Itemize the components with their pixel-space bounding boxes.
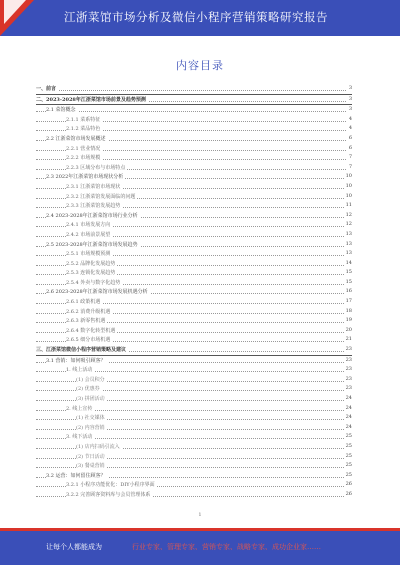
toc-entry[interactable]	[36, 307, 352, 317]
toc-entry-page: 12	[345, 211, 352, 218]
toc-entry-page: 13	[345, 250, 352, 257]
toc-entry-label: (2) 节日活动	[76, 453, 105, 460]
toc-entry[interactable]	[36, 297, 352, 307]
toc-entry-page: 7	[348, 163, 352, 170]
toc-entry-label: 2.2.2 市场规模	[66, 155, 101, 162]
toc-entry[interactable]	[36, 134, 352, 144]
toc-entry-label: 2.1.2 菜品特色	[66, 126, 101, 133]
toc-entry-page: 11	[345, 202, 352, 209]
table-of-contents	[36, 84, 352, 500]
toc-entry-label: (1) 店内扫码引流入	[76, 443, 120, 450]
toc-entry-page: 7	[348, 154, 352, 161]
toc-entry[interactable]	[36, 105, 352, 115]
toc-entry-label: 2.2 江浙菜馆市场发展概述	[46, 135, 106, 142]
toc-entry[interactable]	[36, 326, 352, 336]
toc-heading: 内容目录	[176, 59, 224, 72]
toc-entry-label: 2.4 2023-2028年江浙菜馆市场行业分析	[46, 212, 138, 219]
toc-entry-label: (1) 会员积分	[76, 376, 105, 383]
toc-entry-page: 23	[345, 385, 352, 392]
toc-entry[interactable]	[36, 240, 352, 250]
toc-entry[interactable]	[36, 413, 352, 423]
toc-entry-page: 18	[345, 307, 352, 314]
toc-entry-page: 25	[345, 462, 352, 469]
toc-entry-label: 3.2.1 小程序功能优化：DIY小程序界面	[66, 482, 155, 489]
toc-entry[interactable]	[36, 432, 352, 442]
toc-entry[interactable]	[36, 461, 352, 471]
toc-entry-page: 25	[345, 452, 352, 459]
toc-entry-label: (3) 拼团活动	[76, 396, 105, 402]
toc-entry-page: 13	[345, 230, 352, 237]
toc-entry[interactable]	[36, 115, 352, 125]
toc-entry-label: 2.3.3 江浙菜馆发展趋势	[66, 203, 121, 210]
toc-entry[interactable]	[36, 471, 352, 481]
toc-entry[interactable]	[36, 192, 352, 202]
toc-entry-page: 24	[345, 423, 352, 430]
toc-entry[interactable]	[36, 335, 352, 345]
toc-entry[interactable]	[36, 124, 352, 134]
toc-entry-page: 3	[348, 85, 352, 91]
toc-entry-page: 6	[348, 144, 352, 151]
toc-entry-label: 2.5.2 品牌化发展趋势	[66, 260, 116, 267]
footer-red-bar	[0, 528, 400, 531]
toc-entry-page: 24	[345, 414, 352, 421]
toc-entry-label: 2.1.1 菜系特征	[66, 116, 101, 123]
toc-entry-label: 2.6.3 新零售机遇	[66, 318, 106, 325]
page-footer	[0, 528, 400, 565]
toc-entry[interactable]	[36, 287, 352, 297]
toc-entry[interactable]	[36, 84, 352, 95]
toc-entry[interactable]	[36, 230, 352, 240]
toc-entry[interactable]	[36, 278, 352, 288]
toc-entry[interactable]	[36, 423, 352, 433]
toc-entry[interactable]	[36, 95, 352, 106]
toc-entry-page: 12	[345, 221, 352, 228]
toc-entry-page: 13	[345, 240, 352, 247]
toc-entry[interactable]	[36, 259, 352, 269]
toc-entry-page: 10	[345, 173, 352, 180]
toc-entry[interactable]	[36, 356, 352, 366]
toc-entry-label: 2.3 2022年江浙菜馆市场现状分析	[46, 174, 124, 181]
toc-entry-page: 4	[348, 125, 352, 132]
toc-entry-label: 一、前言	[36, 86, 57, 92]
toc-entry-page: 14	[345, 259, 352, 266]
toc-entry-label: 2.6.2 消费升级机遇	[66, 308, 111, 315]
toc-entry[interactable]	[36, 404, 352, 414]
toc-entry-label: 3.2.2 完善顾客资料库与会员管理体系	[66, 491, 151, 498]
toc-entry-page: 25	[345, 471, 352, 478]
toc-entry-page: 19	[345, 317, 352, 324]
footer-slogan-left: 让每个人都能成为	[46, 543, 102, 551]
toc-entry[interactable]	[36, 220, 352, 230]
toc-entry[interactable]	[36, 375, 352, 385]
toc-entry-page: 26	[345, 481, 352, 488]
toc-entry[interactable]	[36, 153, 352, 163]
toc-entry-page: 26	[345, 490, 352, 497]
toc-entry-page: 15	[345, 269, 352, 276]
toc-entry-label: (2) 内容营销	[76, 424, 105, 431]
toc-entry-label: (1) 社交媒体	[76, 415, 105, 422]
toc-entry[interactable]	[36, 480, 352, 490]
toc-entry-page: 17	[345, 298, 352, 305]
toc-entry-page: 10	[345, 182, 352, 189]
toc-entry-page: 25	[345, 442, 352, 449]
toc-entry-label: 2.4.1 市场发展方向	[66, 222, 111, 229]
toc-entry-label: 2.2.1 营业情况	[66, 145, 101, 152]
toc-entry[interactable]	[36, 384, 352, 394]
toc-entry-page: 23	[345, 356, 352, 363]
toc-entry[interactable]	[36, 163, 352, 173]
toc-entry-label: 2.6.5 细分市场机遇	[66, 337, 111, 344]
toc-entry-label: 3. 线下活动	[66, 434, 93, 441]
toc-entry-label: 2.5 2023-2028年江浙菜馆市场发展趋势	[46, 241, 138, 248]
toc-entry-page: 3	[348, 95, 352, 102]
toc-entry-label: 三、江浙菜馆微信小程序营销策略及建议	[36, 347, 127, 354]
toc-entry[interactable]	[36, 365, 352, 375]
toc-entry-page: 23	[345, 375, 352, 382]
toc-entry[interactable]	[36, 249, 352, 259]
toc-entry[interactable]	[36, 172, 352, 182]
toc-entry-label: 2.3.1 江浙菜馆市场现状	[66, 183, 121, 190]
toc-entry[interactable]	[36, 268, 352, 278]
toc-entry-label: 2.5.3 连锁化发展趋势	[66, 270, 116, 277]
toc-entry[interactable]	[36, 490, 352, 500]
toc-entry-page: 21	[345, 336, 352, 343]
toc-entry-label: 2.1 菜馆概念	[46, 107, 76, 114]
toc-entry[interactable]	[36, 442, 352, 452]
toc-entry[interactable]	[36, 316, 352, 326]
toc-entry-page: 24	[345, 395, 352, 401]
toc-entry[interactable]	[36, 211, 352, 221]
toc-entry-page: 16	[345, 288, 352, 295]
toc-entry[interactable]	[36, 144, 352, 154]
toc-entry-label: 2.6.4 数字化转型机遇	[66, 327, 116, 334]
page-header	[0, 0, 400, 36]
page-number: 1	[198, 512, 202, 518]
report-title: 江浙菜馆市场分析及微信小程序营销策略研究报告	[64, 10, 328, 24]
toc-entry-page: 10	[345, 192, 352, 199]
toc-entry-label: 2.4.2 市场前景展望	[66, 231, 111, 238]
toc-entry-label: 2.3.2 江浙菜馆发展面临的问题	[66, 193, 136, 200]
toc-leader-dots	[36, 90, 346, 91]
toc-entry[interactable]	[36, 394, 352, 404]
header-white-stripe	[4, 0, 26, 24]
toc-entry-label: 3.1 营销：如何吸引顾客？	[46, 357, 106, 364]
toc-entry-page: 3	[348, 106, 352, 113]
toc-entry-label: (2) 优惠券	[76, 386, 100, 393]
toc-entry-page: 4	[348, 115, 352, 122]
toc-entry-page: 25	[345, 433, 352, 440]
toc-entry[interactable]	[36, 345, 352, 356]
toc-entry[interactable]	[36, 452, 352, 462]
toc-entry-page: 23	[345, 346, 352, 353]
toc-entry-label: 2.6 2023-2028年江浙菜馆市场发展机遇分析	[46, 289, 148, 296]
toc-entry-label: 2.6.1 政策机遇	[66, 299, 101, 306]
toc-entry-label: 1. 线上活动	[66, 367, 93, 374]
toc-entry[interactable]	[36, 182, 352, 192]
footer-slogan-right: 行业专家、管理专家、营销专家、战略专家、成功企业家……	[132, 543, 321, 551]
toc-entry-page: 20	[345, 326, 352, 333]
toc-entry[interactable]	[36, 201, 352, 211]
toc-leader-dots	[36, 111, 346, 112]
toc-entry-label: 2.5.4 外卖与数字化趋势	[66, 279, 121, 286]
toc-entry-label: 二、2023-2028年江浙菜馆市场前景及趋势预测	[36, 96, 146, 103]
toc-entry-page: 24	[345, 404, 352, 411]
toc-entry-label: (3) 餐桌营销	[76, 463, 105, 470]
toc-entry-label: 2.5.1 市场规模预测	[66, 251, 111, 258]
toc-entry-page: 6	[348, 134, 352, 141]
toc-entry-page: 15	[345, 278, 352, 285]
toc-entry-label: 2.2.3 区域分布与市场特点	[66, 164, 126, 171]
toc-entry-page: 23	[345, 366, 352, 373]
toc-entry-label: 3.2 运营：如何留住顾客？	[46, 472, 106, 479]
toc-entry-label: 2. 线上宣传	[66, 405, 93, 412]
